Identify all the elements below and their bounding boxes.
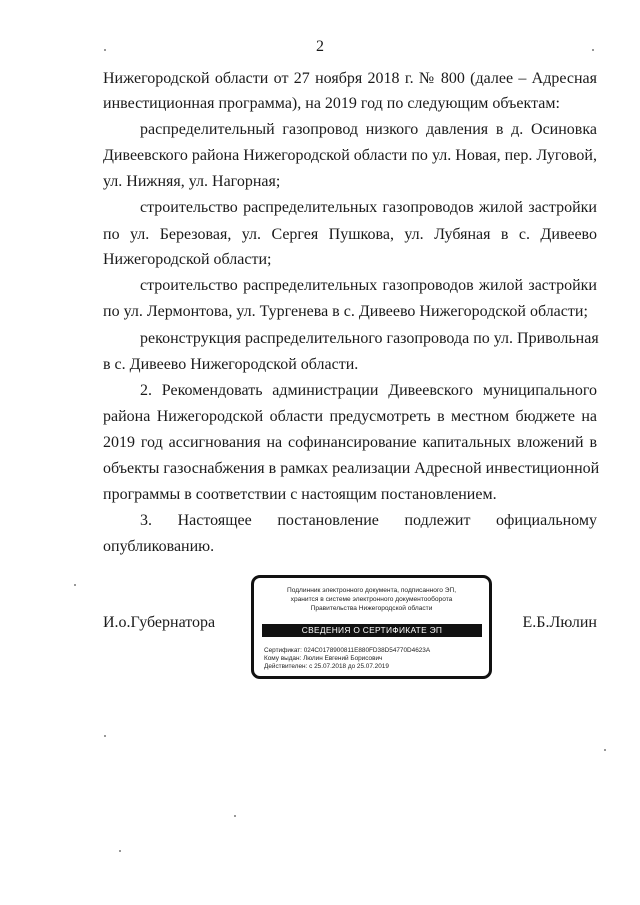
body-line: опубликованию.: [103, 538, 215, 555]
certificate-label: Сертификат:: [264, 647, 302, 654]
body-line: строительство распределительных газопроводов жилой застройки: [140, 277, 597, 294]
signatory-name: Е.Б.Люлин: [522, 614, 597, 631]
body-line: 3. Настоящее постановление подлежит официальному: [140, 512, 597, 529]
body-line: 2. Рекомендовать администрации Дивеевского муниципального: [140, 382, 597, 399]
body-line: объекты газоснабжения в рамках реализации Адресной инвестиционной: [103, 460, 600, 477]
body-line: по ул. Березовая, ул. Сергея Пушкова, ул. Лубяная в с. Дивеево: [103, 226, 597, 243]
page-number: 2: [316, 38, 324, 55]
body-line: Нижегородской области от 27 ноября 2018 г. № 800 (далее – Адресная: [103, 70, 597, 87]
body-line: строительство распределительных газопроводов жилой застройки: [140, 199, 597, 216]
stamp-notice-line: Подлинник электронного документа, подписанного ЭП,: [286, 587, 457, 594]
body-line: 2019 год ассигнования на софинансирование капитальных вложений в: [103, 434, 597, 451]
validity-label: Действителен:: [264, 663, 308, 670]
issued-to-label: Кому выдан:: [264, 655, 302, 662]
body-line: Дивеевского района Нижегородской области по ул. Новая, пер. Луговой,: [103, 147, 597, 164]
issued-to-row: [264, 655, 430, 663]
electronic-signature-stamp: [251, 575, 492, 679]
scan-speck: [104, 49, 106, 51]
body-line: распределительный газопровод низкого давления в д. Осиновка: [140, 121, 597, 138]
body-line: ул. Нижняя, ул. Нагорная;: [103, 173, 281, 190]
issued-to-value: Люлин Евгений Борисович: [303, 655, 383, 662]
stamp-details: [264, 647, 430, 671]
body-line: в с. Дивеево Нижегородской области.: [103, 356, 359, 373]
scan-speck: [592, 49, 594, 51]
signatory-title: И.о.Губернатора: [103, 614, 216, 631]
scan-speck: [119, 850, 121, 852]
body-line: реконструкция распределительного газопровода по ул. Привольная: [140, 330, 599, 347]
scan-speck: [604, 749, 606, 751]
stamp-notice-line: Правительства Нижегородской области: [310, 605, 433, 612]
validity-value: с 25.07.2018 до 25.07.2019: [309, 663, 389, 670]
stamp-notice: [254, 586, 489, 613]
certificate-value: 024C0178900811E880FD38D54770D4623A: [303, 647, 431, 654]
stamp-notice-line: хранится в системе электронного документооборота: [290, 596, 453, 603]
validity-row: [264, 663, 430, 671]
body-line: по ул. Лермонтова, ул. Тургенева в с. Дивеево Нижегородской области;: [103, 303, 588, 320]
body-line: инвестиционная программа), на 2019 год по следующим объектам:: [103, 95, 560, 112]
scan-speck: [74, 584, 76, 586]
certificate-row: [264, 647, 430, 655]
scan-speck: [234, 815, 236, 817]
body-line: программы в соответствии с настоящим постановлением.: [103, 486, 497, 503]
body-line: района Нижегородской области предусмотреть в местном бюджете на: [103, 408, 597, 425]
body-line: Нижегородской области;: [103, 251, 272, 268]
stamp-header: СВЕДЕНИЯ О СЕРТИФИКАТЕ ЭП: [262, 624, 482, 637]
scan-speck: [104, 735, 106, 737]
